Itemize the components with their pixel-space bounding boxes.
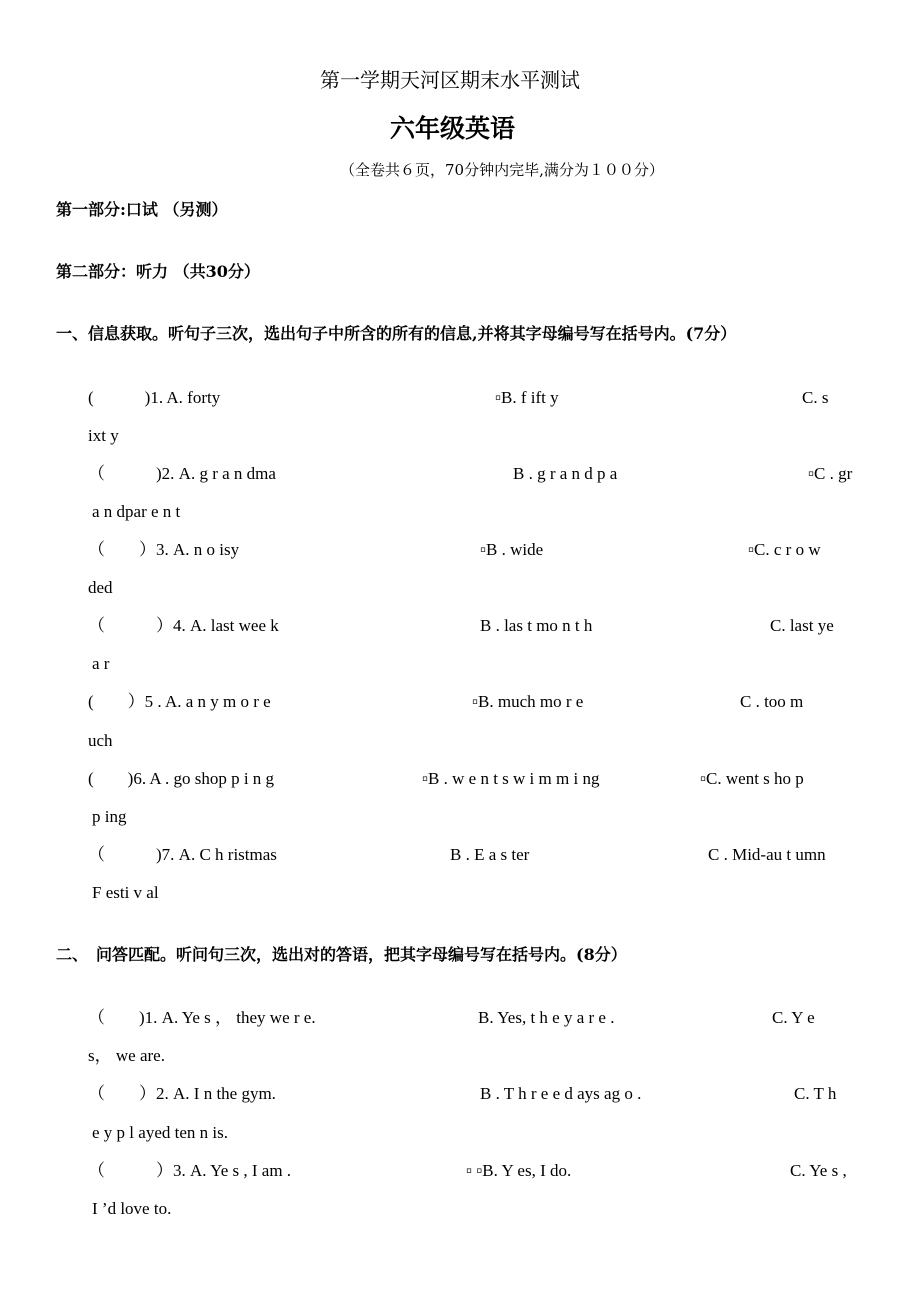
question-option-c: C . Mid-au t umn (708, 845, 826, 864)
question-option-b: ▫B . w e n t s w i m m i ng (422, 769, 600, 788)
part2-heading: 第二部分：听力 （共30分） (56, 262, 260, 281)
question-option-a: （ ）4. A. last wee k (88, 616, 279, 635)
question-option-a: ( )1. A. forty (88, 388, 221, 407)
question-option-a: ( )6. A . go shop p i n g (88, 769, 275, 788)
question-option-b: ▫B. much mo r e (472, 692, 584, 711)
question-option-a: （ )1. A. Ye s ， they we r e. (88, 1008, 316, 1027)
exam-subtitle: 六年级英语 (390, 114, 516, 143)
question-option-a: （ )7. A. C h ristmas (88, 845, 277, 864)
question-wrap-text: ded (88, 578, 113, 597)
exam-note: （全卷共６页，70分钟内完毕,满分为１００分） (340, 161, 664, 179)
question-option-c: C. T h (794, 1084, 837, 1103)
question-wrap-text: a r (92, 654, 110, 673)
question-wrap-text: uch (88, 731, 113, 750)
section2-heading: 二、 问答匹配。听问句三次，选出对的答语，把其字母编号写在括号内。(8分） (56, 945, 627, 964)
question-option-b: B . g r a n d p a (513, 464, 618, 483)
question-option-b: B . las t mo n t h (480, 616, 593, 635)
question-option-c: C . too m (740, 692, 804, 711)
question-wrap-text: F esti v al (92, 883, 159, 902)
question-option-b: ▫B . wide (480, 540, 544, 559)
question-wrap-text: I ’d love to. (92, 1199, 172, 1218)
question-wrap-text: ixt y (88, 426, 119, 445)
question-option-c: C. Ye s , (790, 1161, 847, 1180)
question-option-a: （ ）3. A. Ye s , I am . (88, 1161, 292, 1180)
question-option-c: C. last ye (770, 616, 834, 635)
section1-heading: 一、信息获取。听句子三次，选出句子中所含的所有的信息,并将其字母编号写在括号内。(7分） (56, 324, 737, 343)
question-wrap-text: p ing (92, 807, 127, 826)
question-option-b: B . E a s ter (450, 845, 530, 864)
question-option-a: （ )2. A. g r a n dma (88, 464, 276, 483)
question-option-c: ▫C. c r o w (748, 540, 821, 559)
question-option-a: （ ）2. A. I n the gym. (88, 1084, 276, 1103)
question-option-b: B . T h r e e d ays ag o . (480, 1084, 642, 1103)
question-option-c: ▫C . gr (808, 464, 853, 483)
question-wrap-text: e y p l ayed ten n is. (92, 1123, 228, 1142)
question-option-a: （ ）3. A. n o isy (88, 540, 240, 559)
question-option-a: ( ）5 . A. a n y m o r e (88, 692, 271, 711)
part1-heading: 第一部分:口试 （另测） (56, 200, 228, 219)
question-option-c: C. Y e (772, 1008, 815, 1027)
question-option-b: ▫B. f ift y (495, 388, 559, 407)
question-option-b: B. Yes, t h e y a r e . (478, 1008, 615, 1027)
question-wrap-text: a n dpar e n t (92, 502, 181, 521)
question-option-c: ▫C. went s ho p (700, 769, 804, 788)
exam-title: 第一学期天河区期末水平测试 (320, 68, 580, 92)
question-wrap-text: s， we are. (88, 1046, 165, 1065)
question-option-c: C. s (802, 388, 829, 407)
question-option-b: ▫ ▫B. Y es, I do. (466, 1161, 572, 1180)
